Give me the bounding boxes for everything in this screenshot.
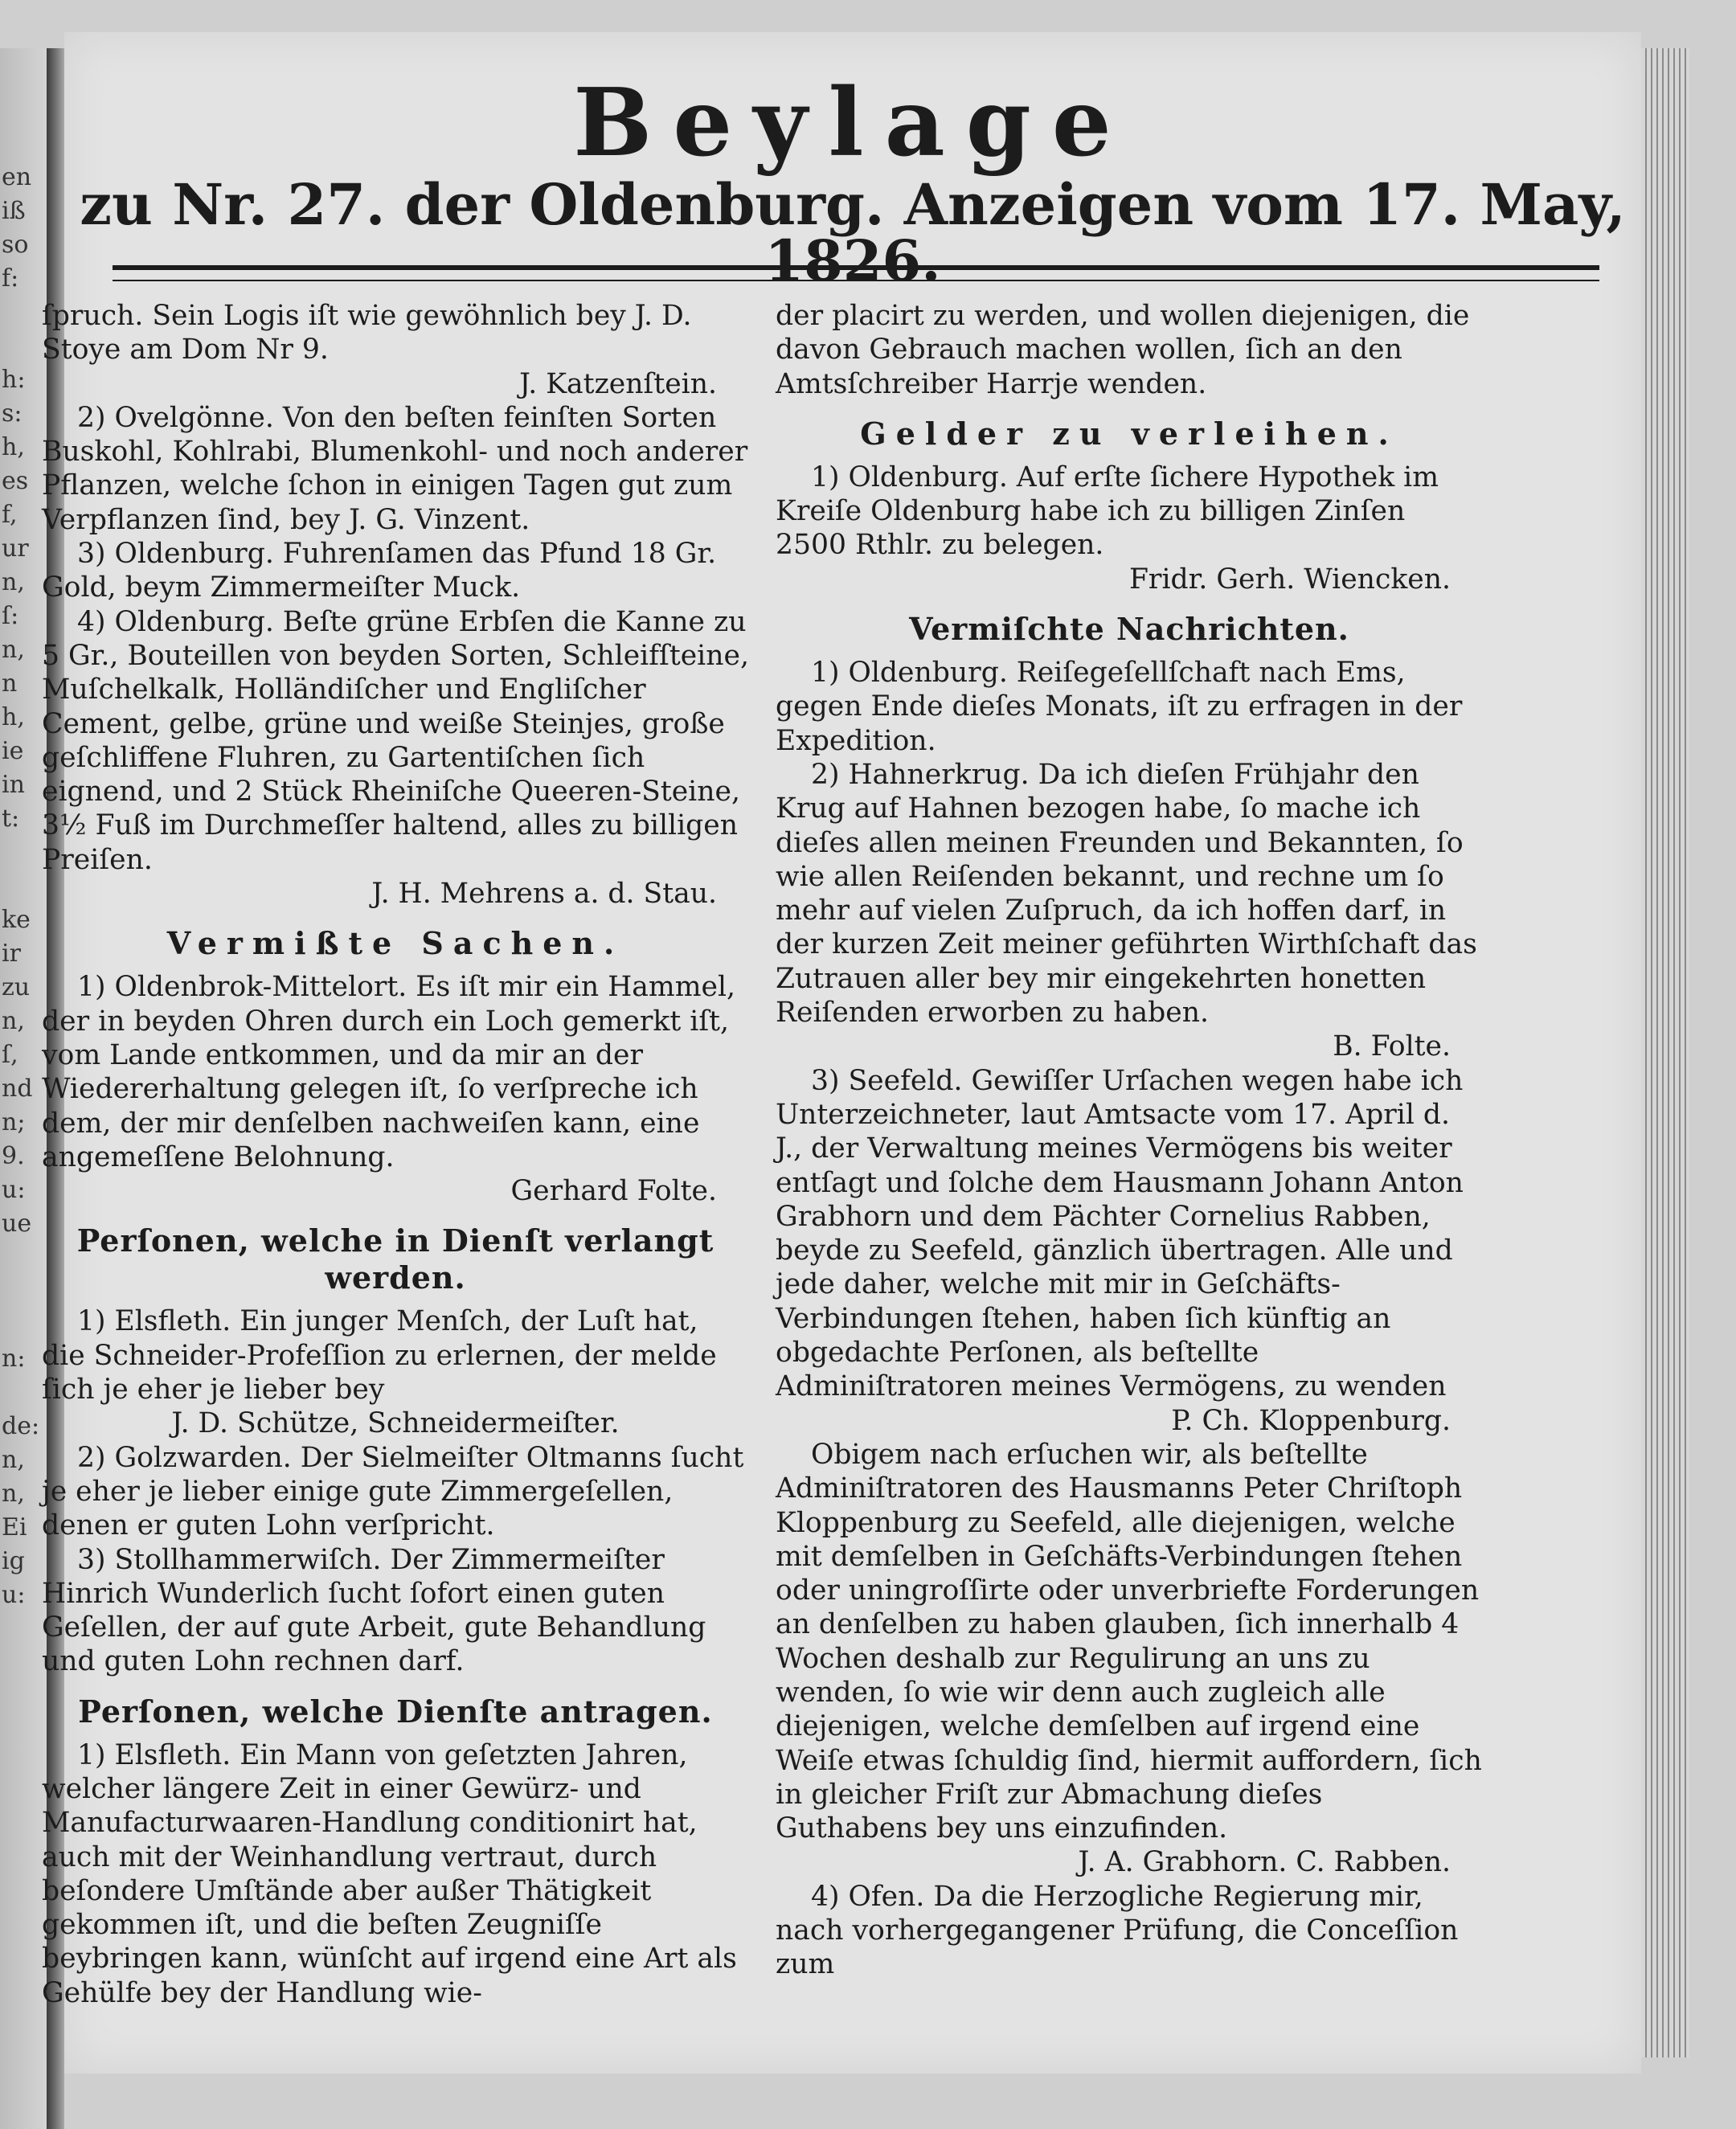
facing-page-fragment: ig bbox=[2, 1547, 25, 1575]
facing-page-fragment: n, bbox=[2, 1007, 25, 1035]
notice-ovelgoenne: 2) Ovelgönne. Von den beſten feinſten Sorten Buskohl, Kohlrabi, Blumenkohl- und noch anderer Pflanzen, welche ſchon in einigen Tagen gut zum Verpflanzen ſind, bey J. G. Vinzent. bbox=[42, 401, 748, 536]
facing-page-fragment bbox=[2, 296, 45, 330]
facing-page-fragment: ſ: bbox=[2, 602, 19, 630]
facing-page-fragment: t: bbox=[2, 805, 20, 833]
facing-page-fragment: es bbox=[2, 467, 29, 495]
facing-page-fragment: 9. bbox=[2, 1142, 25, 1170]
notice-signature: J. Katzenſtein. bbox=[519, 367, 717, 400]
facing-page-fragment: zu bbox=[2, 973, 31, 1001]
facing-page-fragment: ie bbox=[2, 737, 24, 765]
notice-signature: P. Ch. Kloppenburg. bbox=[1171, 1404, 1451, 1437]
facing-page-fragment: iß bbox=[2, 197, 26, 225]
facing-page-fragment: so bbox=[2, 231, 29, 259]
notice-hahnerkrug: 2) Hahnerkrug. Da ich dieſen Frühjahr den Krug auf Hahnen bezogen habe, ſo mache ich dieſes allen meinen Freunden und Bekannten, ſo wie allen Reiſenden bekannt, und rechne um ſo mehr auf vielen Zuſpruch, da ich hoffen darf, in der kurzen Zeit meiner geführten Wirthſchaft das Zutrauen aller bey mir eingekehrten honetten Reiſenden erworben zu haben. bbox=[776, 758, 1477, 1030]
scan-margin-right bbox=[1689, 0, 1736, 2129]
facing-page-fragment: ir bbox=[2, 940, 21, 968]
facing-page-fragment bbox=[2, 330, 45, 363]
facing-page-fragment: ke bbox=[2, 906, 31, 934]
facing-page-fragment: f, bbox=[2, 501, 18, 529]
facing-page-fragment bbox=[2, 1275, 45, 1308]
facing-page-fragment bbox=[2, 1376, 45, 1410]
facing-page-fragment: en bbox=[2, 163, 32, 191]
notice-signature: J. A. Grabhorn. C. Rabben. bbox=[1078, 1846, 1451, 1879]
notice-oldenburg-ems: 1) Oldenburg. Reiſegeſellſchaft nach Ems, gegen Ende dieſes Monats, iſt zu erfragen in der Expedition. bbox=[776, 657, 1463, 757]
facing-page-fragment: s: bbox=[2, 399, 23, 428]
facing-page-fragment: n, bbox=[2, 568, 25, 596]
notice-signature: Gerhard Folte. bbox=[510, 1175, 717, 1208]
notice-golzwarden: 2) Golzwarden. Der Sielmeiſter Oltmanns ſucht je eher je lieber einige gute Zimmergeſellen, denen er guten Lohn verſpricht. bbox=[42, 1441, 744, 1542]
facing-page-text-fragments bbox=[2, 161, 45, 1612]
facing-page-fragment: h: bbox=[2, 366, 26, 394]
facing-page-fragment bbox=[2, 836, 45, 870]
masthead-double-rule bbox=[113, 265, 1599, 281]
notice-text: ſpruch. Sein Logis iſt wie gewöhnlich bey J. D. Stoye am Dom Nr 9. bbox=[42, 300, 692, 366]
facing-page-fragment: h, bbox=[2, 433, 25, 461]
facing-page-fragment bbox=[2, 1241, 45, 1275]
notice-ofen: 4) Ofen. Da die Herzogliche Regierung mir, nach vorhergegangener Prüfung, die Conceſſion zum bbox=[776, 1880, 1459, 1981]
section-heading-gelder-zu-verleihen: Gelder zu verleihen. bbox=[860, 415, 1398, 452]
facing-page-fragment: ſ, bbox=[2, 1041, 18, 1069]
facing-page-fragment: n, bbox=[2, 636, 25, 664]
left-column bbox=[42, 299, 749, 2010]
notice-stollhammerwisch: 3) Stollhammerwiſch. Der Zimmermeiſter Hinrich Wunderlich ſucht ſofort einen guten Geſellen, der auf gute Arbeit, gute Behandlung und guten Lohn rechnen darf. bbox=[42, 1543, 706, 1678]
masthead-subtitle: zu Nr. 27. der Oldenburg. Anzeigen vom 17. May, 1826. bbox=[80, 171, 1626, 294]
facing-page-fragment: n; bbox=[2, 1108, 26, 1136]
facing-page-fragment: de: bbox=[2, 1412, 40, 1440]
notice-oldenburg-fuhrensamen: 3) Oldenburg. Fuhrenſamen das Pfund 18 Gr. Gold, beym Zimmermeiſter Muck. bbox=[42, 538, 717, 604]
notice-oldenburg-hypothek: 1) Oldenburg. Auf erſte ſichere Hypothek im Kreiſe Oldenburg habe ich zu billigen Zinſen 2500 Rthlr. zu belegen. bbox=[776, 461, 1439, 562]
facing-page-fragment: h, bbox=[2, 703, 25, 731]
notice-signature: J. D. Schütze, Schneidermeiſter. bbox=[171, 1407, 620, 1440]
facing-page-fragment bbox=[2, 870, 45, 903]
facing-page-fragment: n, bbox=[2, 1480, 25, 1508]
facing-page-fragment bbox=[2, 1308, 45, 1342]
facing-page-fragment: in bbox=[2, 771, 25, 799]
notice-oldenburg-erbsen: 4) Oldenburg. Beſte grüne Erbſen die Kanne zu 5 Gr., Bouteillen von beyden Sorten, Schleifſteine, Muſchelkalk, Holländiſcher und Engliſcher Cement, gelbe, grüne und weiße Steinjes, große geſchliffene Fluhren, zu Gartentiſchen ſich eignend, und 2 Stück Rheiniſche Queeren-Steine, 3½ Fuß im Durchmeſſer haltend, alles zu billigen Preiſen. bbox=[42, 605, 749, 876]
facing-page-fragment: Ei bbox=[2, 1513, 27, 1541]
facing-page-fragment: nd bbox=[2, 1075, 33, 1103]
notice-seefeld: 3) Seefeld. Gewiſſer Urſachen wegen habe ich Unterzeichneter, laut Amtsacte vom 17. April d. J., der Verwaltung meines Vermögens bis weiter entſagt und ſolche dem Hausmann Johann Anton Grabhorn und dem Pächter Cornelius Rabben, beyde zu Seefeld, gänzlich übertragen. Alle und jede daher, welche mit mir in Geſchäfts-Verbindungen ſtehen, haben ſich künftig an obgedachte Perſonen, als beſtellte Adminiſtratoren meines Vermögens, zu wenden bbox=[776, 1064, 1464, 1403]
facing-page-fragment: n, bbox=[2, 1446, 25, 1474]
facing-page-fragment: u: bbox=[2, 1581, 26, 1609]
notice-signature: J. H. Mehrens a. d. Stau. bbox=[371, 878, 717, 911]
facing-page-fragment: n: bbox=[2, 1345, 26, 1373]
notice-oldenbrok: 1) Oldenbrok-Mittelort. Es iſt mir ein Hammel, der in beyden Ohren durch ein Loch gemerkt iſt, vom Lande entkommen, und da mir an der Wiedererhaltung gelegen iſt, ſo verſpreche ich dem, der mir denſelben nachweiſen kann, eine angemeſſene Belohnung. bbox=[42, 971, 736, 1173]
section-heading-vermischte-nachrichten: Vermiſchte Nachrichten. bbox=[909, 611, 1349, 648]
facing-page-fragment: u: bbox=[2, 1176, 26, 1204]
section-heading-vermisste-sachen: Vermißte Sachen. bbox=[166, 925, 624, 962]
notice-text-continued: der placirt zu werden, und wollen diejenigen, die davon Gebrauch machen wollen, ſich an den Amtsſchreiber Harrje wenden. bbox=[776, 300, 1470, 400]
notice-administratoren: Obigem nach erſuchen wir, als beſtellte Adminiſtratoren des Hausmanns Peter Chriſtoph Kloppenburg zu Seefeld, alle diejenigen, welche mit demſelben in Geſchäfts-Verbindungen ſtehen oder uningroſſirte oder unverbriefte Forderungen an denſelben zu haben glauben, ſich innerhalb 4 Wochen deshalb zur Regulirung an uns zu wenden, ſo wie wir denn auch zugleich alle diejenigen, welche demſelben auf irgend eine Weiſe etwas ſchuldig ſind, hiermit auffordern, ſich in gleicher Friſt zur Abmachung dieſes Guthabens bey uns einzufinden. bbox=[776, 1438, 1482, 1845]
facing-page-fragment: n bbox=[2, 669, 18, 698]
facing-page-edge bbox=[0, 48, 48, 2129]
masthead-title: Beylage bbox=[573, 68, 1132, 178]
notice-signature: B. Folte. bbox=[1333, 1030, 1451, 1063]
right-column bbox=[776, 299, 1483, 1982]
section-heading-dienste-antragen: Perſonen, welche Dienſte antragen. bbox=[78, 1693, 713, 1730]
notice-elsfleth-gehuelfe: 1) Elsfleth. Ein Mann von geſetzten Jahren, welcher längere Zeit in einer Gewürz- und Manufacturwaaren-Handlung conditionirt hat, auch mit der Weinhandlung vertraut, durch beſondere Umſtände aber außer Thätigkeit gekommen iſt, und die beſten Zeugniſſe beybringen kann, wünſcht auf irgend eine Art als Gehülfe bey der Handlung wie- bbox=[42, 1738, 737, 2009]
stacked-page-edges bbox=[1641, 48, 1689, 2057]
notice-signature: Fridr. Gerh. Wiencken. bbox=[1128, 563, 1451, 596]
notice-elsfleth-schneider: 1) Elsfleth. Ein junger Menſch, der Luſt hat, die Schneider-Profeſſion zu erlernen, der melde ſich je eher je lieber bey bbox=[42, 1305, 717, 1406]
facing-page-fragment: ue bbox=[2, 1210, 32, 1238]
facing-page-fragment: f: bbox=[2, 264, 19, 293]
section-heading-dienst-verlangt: Perſonen, welche in Dienſt verlangt werden. bbox=[76, 1222, 714, 1296]
facing-page-fragment: ur bbox=[2, 534, 29, 563]
